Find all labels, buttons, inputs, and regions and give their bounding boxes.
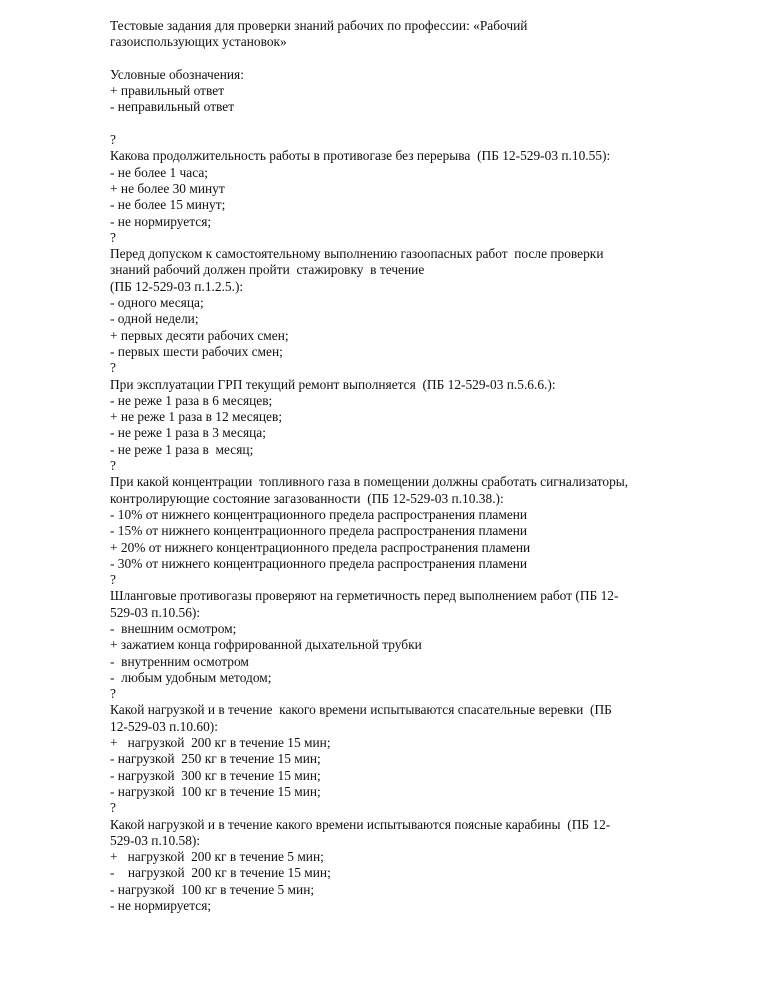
answer-option: - внешним осмотром; bbox=[110, 620, 237, 636]
question-block bbox=[110, 800, 730, 914]
answer-option: + нагрузкой 200 кг в течение 5 мин; bbox=[110, 849, 324, 865]
question-text: контролирующие состояние загазованности (ПБ 12-529-03 п.10.38.): bbox=[110, 490, 504, 506]
question-marker: ? bbox=[110, 686, 116, 702]
question-text: знаний рабочий должен пройти стажировку в течение bbox=[110, 262, 425, 278]
question-text: Какой нагрузкой и в течение какого времени испытываются поясные карабины (ПБ 12- bbox=[110, 816, 611, 832]
question-text: При какой концентрации топливного газа в помещении должны сработать сигнализаторы, bbox=[110, 474, 629, 490]
legend-incorrect: - неправильный ответ bbox=[110, 99, 235, 115]
answer-option: - одного месяца; bbox=[110, 295, 204, 311]
document-page bbox=[110, 18, 730, 914]
legend bbox=[110, 67, 730, 116]
answer-option: + не реже 1 раза в 12 месяцев; bbox=[110, 409, 283, 425]
question-text: Перед допуском к самостоятельному выполнению газоопасных работ после проверки bbox=[110, 246, 604, 262]
answer-option: - нагрузкой 100 кг в течение 15 мин; bbox=[110, 783, 321, 799]
answer-option: - внутренним осмотром bbox=[110, 653, 249, 669]
answer-option: + нагрузкой 200 кг в течение 15 мин; bbox=[110, 735, 331, 751]
question-text: 12-529-03 п.10.60): bbox=[110, 718, 218, 734]
question-block bbox=[110, 686, 730, 800]
answer-option: - не более 1 часа; bbox=[110, 164, 209, 180]
answer-option: - любым удобным методом; bbox=[110, 669, 272, 685]
question-block bbox=[110, 230, 730, 360]
answer-option: - 30% от нижнего концентрационного предела распространения пламени bbox=[110, 555, 528, 571]
question-text: Какова продолжительность работы в противогазе без перерыва (ПБ 12-529-03 п.10.55): bbox=[110, 148, 611, 164]
answer-option: - первых шести рабочих смен; bbox=[110, 343, 283, 359]
question-text: Какой нагрузкой и в течение какого времени испытываются спасательные веревки (ПБ bbox=[110, 702, 612, 718]
question-block bbox=[110, 132, 730, 230]
answer-option: - нагрузкой 300 кг в течение 15 мин; bbox=[110, 767, 321, 783]
legend-correct: + правильный ответ bbox=[110, 83, 225, 99]
question-block bbox=[110, 360, 730, 458]
spacer bbox=[110, 116, 730, 132]
answer-option: - не реже 1 раза в 6 месяцев; bbox=[110, 392, 273, 408]
answer-option: - нагрузкой 100 кг в течение 5 мин; bbox=[110, 881, 315, 897]
question-marker: ? bbox=[110, 132, 116, 148]
answer-option: - не реже 1 раза в 3 месяца; bbox=[110, 425, 266, 441]
title-line: Тестовые задания для проверки знаний рабочих по профессии: «Рабочий bbox=[110, 18, 528, 33]
answer-option: - одной недели; bbox=[110, 311, 199, 327]
answer-option: + не более 30 минут bbox=[110, 180, 225, 196]
spacer bbox=[110, 51, 730, 67]
question-block bbox=[110, 458, 730, 572]
title-line: газоиспользующих установок» bbox=[110, 34, 287, 50]
answer-option: - 10% от нижнего концентрационного предела распространения пламени bbox=[110, 506, 528, 522]
answer-option: - нагрузкой 200 кг в течение 15 мин; bbox=[110, 865, 331, 881]
answer-option: + первых десяти рабочих смен; bbox=[110, 327, 289, 343]
question-block bbox=[110, 572, 730, 686]
answer-option: - не более 15 минут; bbox=[110, 197, 226, 213]
question-marker: ? bbox=[110, 458, 116, 474]
question-text: 529-03 п.10.58): bbox=[110, 832, 201, 848]
question-marker: ? bbox=[110, 800, 116, 816]
question-text: Шланговые противогазы проверяют на герметичность перед выполнением работ (ПБ 12- bbox=[110, 588, 619, 604]
document-title bbox=[110, 18, 730, 51]
answer-option: - не нормируется; bbox=[110, 898, 212, 914]
question-marker: ? bbox=[110, 229, 116, 245]
answer-option: + зажатием конца гофрированной дыхательной трубки bbox=[110, 637, 422, 653]
question-text: 529-03 п.10.56): bbox=[110, 604, 201, 620]
answer-option: + 20% от нижнего концентрационного предела распространения пламени bbox=[110, 539, 531, 555]
question-text: (ПБ 12-529-03 п.1.2.5.): bbox=[110, 278, 244, 294]
question-marker: ? bbox=[110, 360, 116, 376]
answer-option: - не реже 1 раза в месяц; bbox=[110, 441, 254, 457]
legend-heading: Условные обозначения: bbox=[110, 66, 244, 82]
answer-option: - нагрузкой 250 кг в течение 15 мин; bbox=[110, 751, 321, 767]
answer-option: - 15% от нижнего концентрационного предела распространения пламени bbox=[110, 523, 528, 539]
answer-option: - не нормируется; bbox=[110, 213, 212, 229]
question-marker: ? bbox=[110, 572, 116, 588]
question-text: При эксплуатации ГРП текущий ремонт выполняется (ПБ 12-529-03 п.5.6.6.): bbox=[110, 376, 556, 392]
question-list bbox=[110, 132, 730, 914]
